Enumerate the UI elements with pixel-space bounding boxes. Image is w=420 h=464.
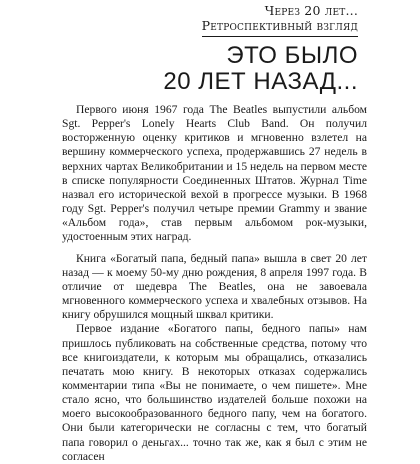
chapter-title-line-1: ЭТО БЫЛО <box>226 42 358 69</box>
paragraph: Первое издание «Богатого папы, бедного папы» нам пришлось публиковать на собственные средства, потому что все книгоиздатели, к которым мы обращались, отказались печатать мою книгу. В некоторых отказах содержались комментарии типа «Вы не понимаете, о чем пишете». Мне стало ясно, что большинство издателей больше похожи на моего высокообразованного бедного папу, чем на богатого. Они были категорически не согласны с тем, что богатый папа говорил о деньгах... точно так же, как я был с этим не согласен <box>62 322 367 463</box>
running-head-section: Ретроспективный взгляд <box>202 18 358 37</box>
running-head <box>202 3 358 37</box>
chapter-title <box>163 43 358 95</box>
running-head-chapter: Через 20 лет... <box>264 3 358 18</box>
body-text <box>62 103 367 464</box>
paragraph: Книга «Богатый папа, бедный папа» вышла в свет 20 лет назад — к моему 50-му дню рождения, 8 апреля 1997 года. В отличие от шедевра The Beatles, она не завоевала мгновенного коммерческого успеха и хвалебных отзывов. На книгу обрушился мощный шквал критики. <box>62 251 367 322</box>
chapter-title-line-2: 20 ЛЕТ НАЗАД... <box>163 68 358 95</box>
paragraph: Первого июня 1967 года The Beatles выпустили альбом Sgt. Pepper's Lonely Hearts Club Band. Он получил восторженную оценку критиков и мгновенно взлетел на вершину коммерческого успеха, продержавшись 27 недель в верхних чартах Великобритании и 15 недель на первом месте в списке популярности Соединенных Штатов. Журнал Time назвал его исторической вехой в прогрессе музыки. В 1968 году Sgt. Pepper's получил четыре премии Grammy и звание «Альбом года», став первым альбомом рок-музыки, удостоенным этих наград. <box>62 103 367 244</box>
